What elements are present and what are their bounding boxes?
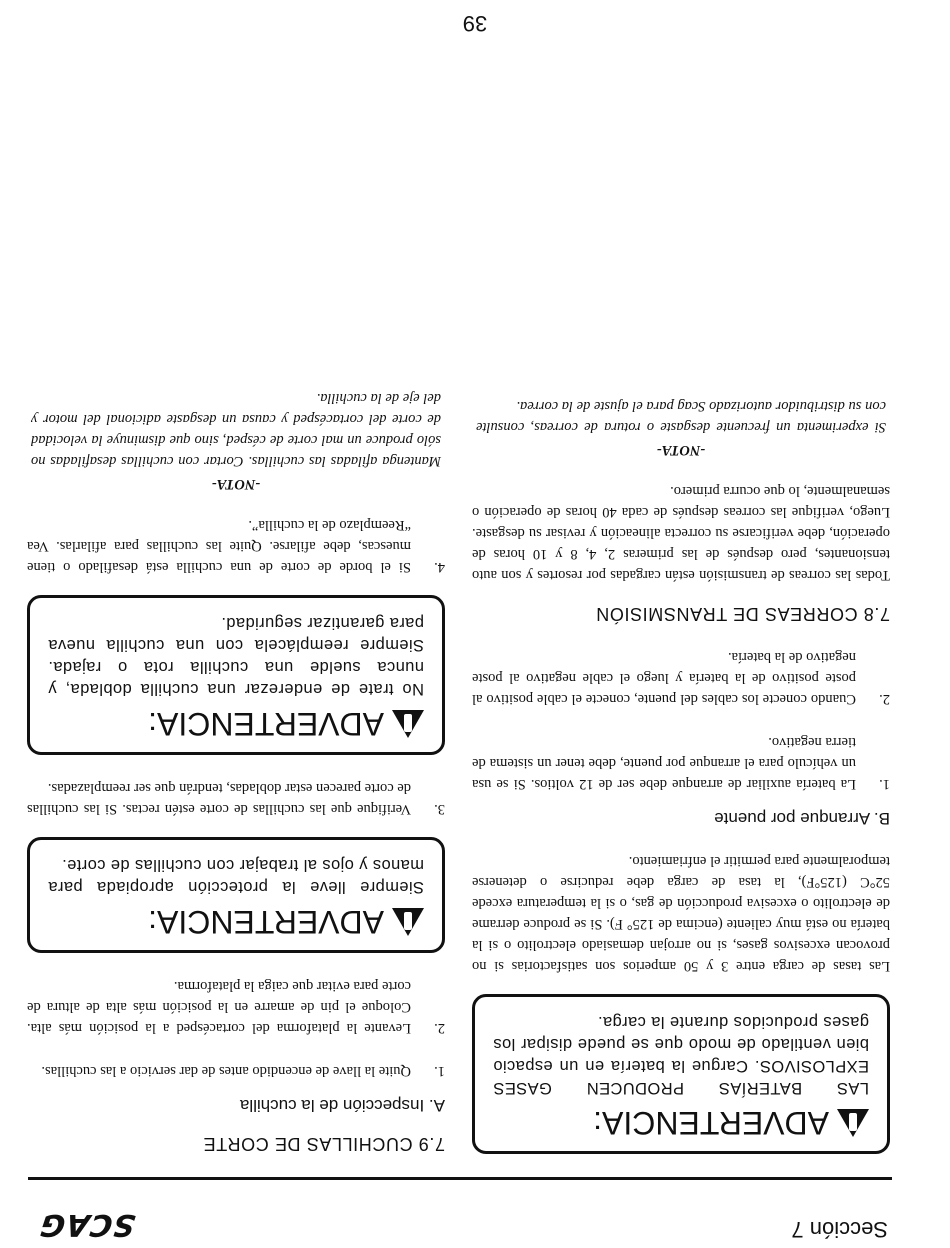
- item-text: Levante la plataforma del cortacésped a la posición más alta. Coloque el pin de amarre en la posición más alta de altura de corte para evitar que caiga la plataforma.: [27, 978, 411, 1036]
- item-number: 3.: [434, 801, 445, 817]
- warning-text: LAS BATERÍAS PRODUCEN GASES EXPLOSIVOS. Cargue la batería en un espacio bien ventilado de modo que se puede disipar los gases producidos durante la carga.: [493, 1013, 869, 1097]
- warning-triangle-icon: [392, 908, 424, 936]
- item-number: 2.: [434, 1020, 445, 1036]
- item-text: Quite la llave de encendido antes de dar servicio a las cuchillas.: [41, 1063, 411, 1079]
- list-item: [27, 777, 445, 819]
- page-number: 39: [462, 11, 488, 36]
- list-item: [27, 514, 445, 577]
- section-label: Sección 7: [791, 1217, 888, 1242]
- item-number: 1.: [879, 776, 890, 792]
- battery-warning-box: [472, 994, 890, 1154]
- heading-cutting-blades: 7.9 CUCHILLAS DE CORTE: [203, 1134, 445, 1154]
- warning-title: ADVERTENCIA:: [148, 904, 384, 940]
- item-text: La batería auxiliar de arranque debe ser de 12 voltios. Si se usa un vehículo para el arranque por puente, debe tener un sistema de tierra negativo.: [472, 734, 856, 792]
- subheading-jump-start: B. Arranque por puente: [714, 809, 890, 828]
- note-text: Si experimenta un frecuente desgaste o rotura de correas, consulte con su distribuidor autorizado Scag para el ajuste de la correa.: [476, 398, 886, 435]
- item-text: Verifique que las cuchillas de corte estén rectas. Si las cuchillas de corte parecen estar dobladas, tendrán que ser reemplazadas.: [27, 780, 411, 817]
- heading-drive-belts: 7.8 CORREAS DE TRANSMISIÓN: [595, 604, 890, 624]
- charging-paragraph: Las tasas de carga entre 3 y 50 amperios son satisfactorias si no provocan excesivos gases, si no arrojan demasiado electrolito o si la batería no está muy caliente (encima de 125° F). Si se produce derrame de electrolito o excesiva producción de gas, o si la temperatura excede 52°C (125°F), la tasa de carga debe reducirse o detenerse temporalmente para permitir el enfriamiento.: [472, 853, 890, 974]
- list-item: [27, 1060, 445, 1081]
- subheading-blade-inspection: A. Inspección de la cuchilla: [239, 1096, 445, 1115]
- note-text: Mantenga afiladas las cuchillas. Cortar con cuchillas desafiladas no sólo produce un mal corte de césped, sino que disminuye la velocidad de corte del cortacésped y causa un desgaste adicional del motor y del eje de la cuchilla.: [31, 390, 441, 469]
- warning-text: Siempre lleve la protección apropiada para manos y ojos al trabajar con cuchillas de corte.: [48, 856, 424, 896]
- note-title: -NOTA-: [656, 442, 706, 458]
- header-rule: [28, 1177, 892, 1180]
- item-text: Si el borde de corte de una cuchilla está desafilado o tiene muescas, debe afilarse. Quite las cuchillas para afilarlas. Vea “Reemplazo de la cuchilla”.: [27, 517, 411, 575]
- item-text: Cuando conecte los cables del puente, conecte el cable positivo al poste positivo de la batería y luego el cable negativo al poste negativo de la batería.: [472, 649, 856, 707]
- warning-title: ADVERTENCIA:: [148, 706, 384, 742]
- scag-logo: SCAG: [37, 1207, 138, 1242]
- list-item: [472, 646, 890, 709]
- protection-warning-box: [27, 837, 445, 953]
- bent-blade-warning-box: [27, 595, 445, 755]
- item-number: 1.: [434, 1063, 445, 1079]
- item-number: 2.: [879, 691, 890, 707]
- column-battery-belts: [472, 373, 890, 1154]
- belts-paragraph: Todas las correas de transmisión están cargadas por resortes y son auto tensionantes, pero después de las primeras 2, 4, 8 y 10 horas de operación, debe verificarse su correcta alineación y revisar su desgaste. Luego, verifique las correas después de cada 40 horas de operación o semanalmente, lo que ocurra primero.: [472, 483, 890, 583]
- warning-triangle-icon: [392, 710, 424, 738]
- note-title: -NOTA-: [211, 476, 261, 492]
- warning-triangle-icon: [837, 1109, 869, 1137]
- item-number: 4.: [434, 559, 445, 575]
- column-blades: [27, 365, 445, 1154]
- list-item: [27, 975, 445, 1038]
- list-item: [472, 731, 890, 794]
- warning-text: No trate de enderezar una cuchilla doblada, y nunca suelde una cuchilla rota o rajada. Siempre reemplácela con una cuchilla nueva para garantizar seguridad.: [48, 614, 424, 698]
- warning-title: ADVERTENCIA:: [593, 1105, 829, 1141]
